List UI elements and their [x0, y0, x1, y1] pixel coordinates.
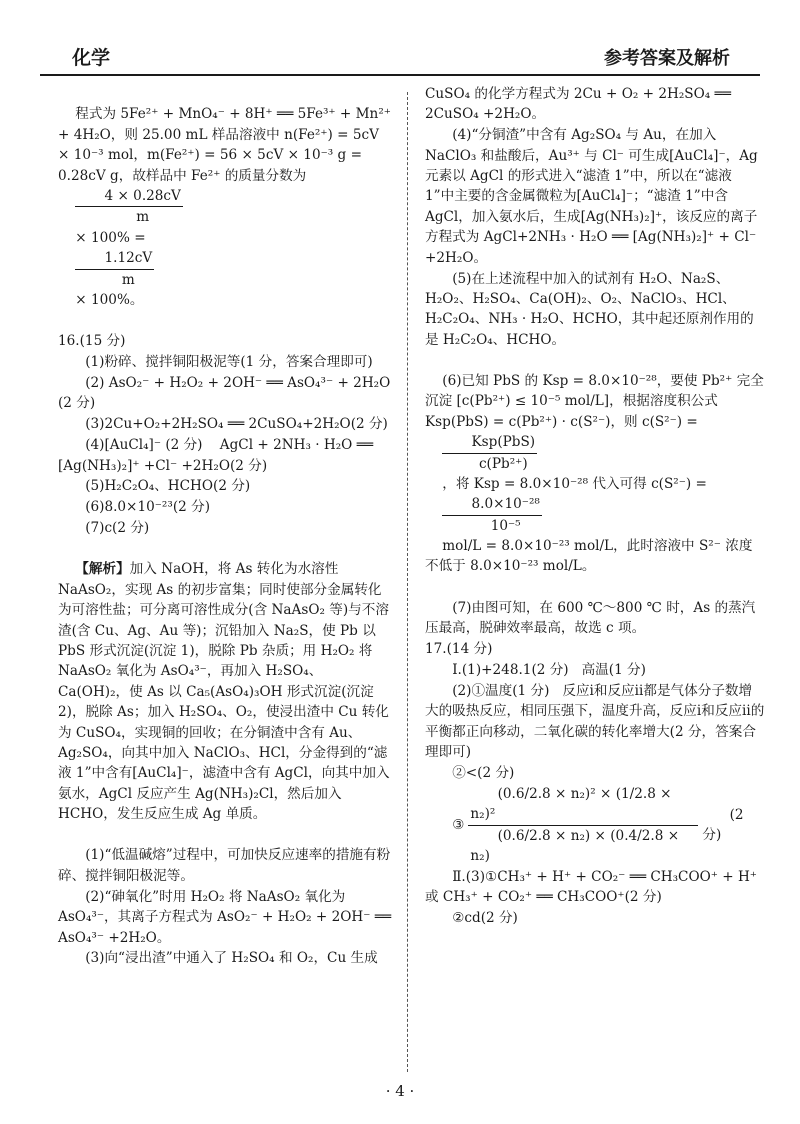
answer-score: (2 分) — [702, 806, 748, 844]
right-column — [425, 84, 765, 929]
answer-line: (6)8.0×10⁻²³(2 分) — [85, 499, 210, 516]
answer-line: ②cd(2 分) — [452, 910, 518, 927]
fraction — [75, 186, 183, 228]
question-number: 17.(14 分) — [425, 641, 493, 658]
answer-marker: ③ — [452, 816, 465, 833]
answer-line: Ⅰ.(1)+248.1(2 分) 高温(1 分) — [452, 661, 646, 678]
subject-title: 化学 — [72, 47, 111, 69]
explanation-line: (7)由图可知，在 600 ℃～800 ℃ 时，As 的蒸汽压最高，脱砷效率最高，故选 c 项。 — [425, 599, 756, 637]
left-text: 程式为 5Fe²⁺ + MnO₄⁻ + 8H⁺ ══ 5Fe³⁺ + Mn²⁺ + 4H₂O，则 25.00 mL 样品溶液中 n(Fe²⁺) = 5cV × 10⁻³ mol，m(Fe²⁺) = 56 × 5cV × 10⁻³ g = 0.28cV g，故样品中 Fe²⁺ 的质量分数为 — [58, 106, 396, 184]
explanation-line: CuSO₄ 的化学方程式为 2Cu + O₂ + 2H₂SO₄ ══ 2CuSO₄ +2H₂O。 — [425, 86, 736, 123]
page-number: · 4 · — [385, 1082, 415, 1100]
fraction — [75, 248, 154, 290]
answer-line: Ⅱ.(3)①CH₃⁺ + H⁺ + CO₂⁻ ══ CH₃COO⁺ + H⁺ 或 CH₃⁺ + CO₂⁺ ══ CH₃COO⁺(2 分) — [425, 868, 762, 906]
fraction-numerator: 8.0×10⁻²⁸ — [442, 494, 542, 515]
explanation-line: (5)在上述流程中加入的试剂有 H₂O、Na₂S、H₂O₂、H₂SO₄、Ca(OH)₂、O₂、NaClO₃、HCl、H₂C₂O₄、NH₃ · H₂O、HCHO，其中起还原剂作用的是 H₂C₂O₄、HCHO。 — [425, 270, 754, 348]
left-text: × 100%。 — [75, 291, 144, 308]
question-number: 16.(15 分) — [58, 333, 126, 350]
column-divider — [407, 92, 408, 1072]
explanation-paragraph — [425, 351, 765, 598]
explanation-text: (6)已知 PbS 的 Ksp = 8.0×10⁻²⁸，要使 Pb²⁺ 完全沉淀 [c(Pb²⁺) ≤ 10⁻⁵ mol/L]，根据溶度积公式 Ksp(PbS) = c(Pb²⁺) · c(S²⁻)，则 c(S²⁻) = — [425, 372, 764, 430]
page-header — [40, 38, 760, 76]
explanation-text: mol/L = 8.0×10⁻²³ mol/L，此时溶液中 S²⁻ 浓度不低于 8.0×10⁻²³ mol/L。 — [425, 538, 753, 575]
explanation-line: (4)“分铜渣”中含有 Ag₂SO₄ 与 Au，在加入 NaClO₃ 和盐酸后，Au³⁺ 与 Cl⁻ 可生成[AuCl₄]⁻，Ag 元素以 AgCl 的形式进入“滤渣 1”中，所以在“滤液 1”中主要的含金属微粒为[AuCl₄]⁻；“滤渣 1”中含 AgCl，加入氨水后，生成[Ag(NH₃)₂]⁺，该反应的离子方程式为 AgCl+2NH₃ · H₂O ══ [Ag(NH₃)₂]⁺ + Cl⁻ +2H₂O。 — [425, 127, 763, 266]
explanation-line: (1)“低温碱熔”过程中，可加快反应速率的措施有粉碎、搅拌铜阳极泥等。 — [58, 847, 391, 884]
analysis-text: 加入 NaOH，将 As 转化为水溶性 NaAsO₂，实现 As 的初步富集；同时使部分金属转化为可溶性盐；可分离可溶性成分(含 NaAsO₂ 等)与不溶渣(含 Cu、Ag、Au 等)；沉铅加入 Na₂S，使 Pb 以 PbS 形式沉淀(沉淀 1)，脱除 Pb 杂质；用 H₂O₂ 将 NaAsO₂ 氧化为 AsO₄³⁻，再加入 H₂SO₄、Ca(OH)₂，使 As 以 Ca₅(AsO₄)₃OH 形式沉淀(沉淀 2)，脱除 As；加入 H₂SO₄、O₂，使浸出渣中 Cu 转化为 CuSO₄，实现铜的回收；在分铜渣中含有 Au、Ag₂SO₄，向其中加入 NaClO₃、HCl，分金得到的“滤液 1”中含有[AuCl₄]⁻，滤渣中含有 AgCl，向其中加入氨水，AgCl 反应产生 Ag(NH₃)₂Cl，然后加入 HCHO，发生反应生成 Ag 单质。 — [58, 561, 390, 823]
answer-line: (3)2Cu+O₂+2H₂SO₄ ══ 2CuSO₄+2H₂O(2 分) — [85, 416, 388, 433]
fraction — [442, 432, 537, 474]
analysis-label: 【解析】 — [75, 561, 130, 578]
answer-line: (2)①温度(1 分) 反应ⅰ和反应ⅱ都是气体分子数增大的吸热反应，相同压强下，温度升高，反应ⅰ和反应ⅱ的平衡都正向移动，二氧化碳的转化率增大(2 分，答案合理即可) — [425, 682, 765, 760]
left-paragraph — [58, 84, 396, 331]
fraction-denominator: m — [136, 209, 150, 226]
left-column — [58, 84, 396, 969]
answer-line: (2) AsO₂⁻ + H₂O₂ + 2OH⁻ ══ AsO₄³⁻ + 2H₂O (2 分) — [58, 374, 395, 412]
explanation-line: (2)“砷氧化”时用 H₂O₂ 将 NaAsO₂ 氧化为 AsO₄³⁻，其离子方程式为 AsO₂⁻ + H₂O₂ + 2OH⁻ ══ AsO₄³⁻ +2H₂O。 — [58, 888, 396, 946]
fraction-denominator: (0.6/2.8 × n₂) × (0.4/2.8 × n₂) — [470, 827, 684, 864]
fraction-denominator: m — [121, 271, 135, 288]
explanation-text: ，将 Ksp = 8.0×10⁻²⁸ 代入可得 c(S²⁻) = — [442, 475, 707, 492]
fraction-numerator: 4 × 0.28cV — [75, 186, 183, 207]
explanation-line: (3)向“浸出渣”中通入了 H₂SO₄ 和 O₂，Cu 生成 — [85, 950, 378, 967]
answer-line: (7)c(2 分) — [85, 520, 150, 537]
fraction — [442, 494, 542, 536]
fraction-numerator: Ksp(PbS) — [442, 432, 537, 453]
answer-line: (5)H₂C₂O₄、HCHO(2 分) — [85, 478, 251, 495]
fraction-numerator: (0.6/2.8 × n₂)² × (1/2.8 × n₂)² — [468, 784, 698, 826]
fraction — [468, 784, 698, 867]
fraction-denominator: c(Pb²⁺) — [478, 455, 528, 472]
fraction-numerator: 1.12cV — [75, 248, 154, 269]
answer-line: (1)粉碎、搅拌铜阳极泥等(1 分，答案合理即可) — [85, 354, 373, 371]
answer-line: (4)[AuCl₄]⁻ (2 分) AgCl + 2NH₃ · H₂O ══ [Ag(NH₃)₂]⁺ +Cl⁻ +2H₂O(2 分) — [58, 437, 378, 474]
section-title: 参考答案及解析 — [604, 48, 730, 69]
left-text: × 100% = — [75, 229, 146, 246]
answer-line — [425, 784, 765, 867]
fraction-denominator: 10⁻⁵ — [490, 517, 521, 534]
answer-line: ②<(2 分) — [452, 764, 515, 781]
analysis-paragraph — [58, 539, 393, 845]
